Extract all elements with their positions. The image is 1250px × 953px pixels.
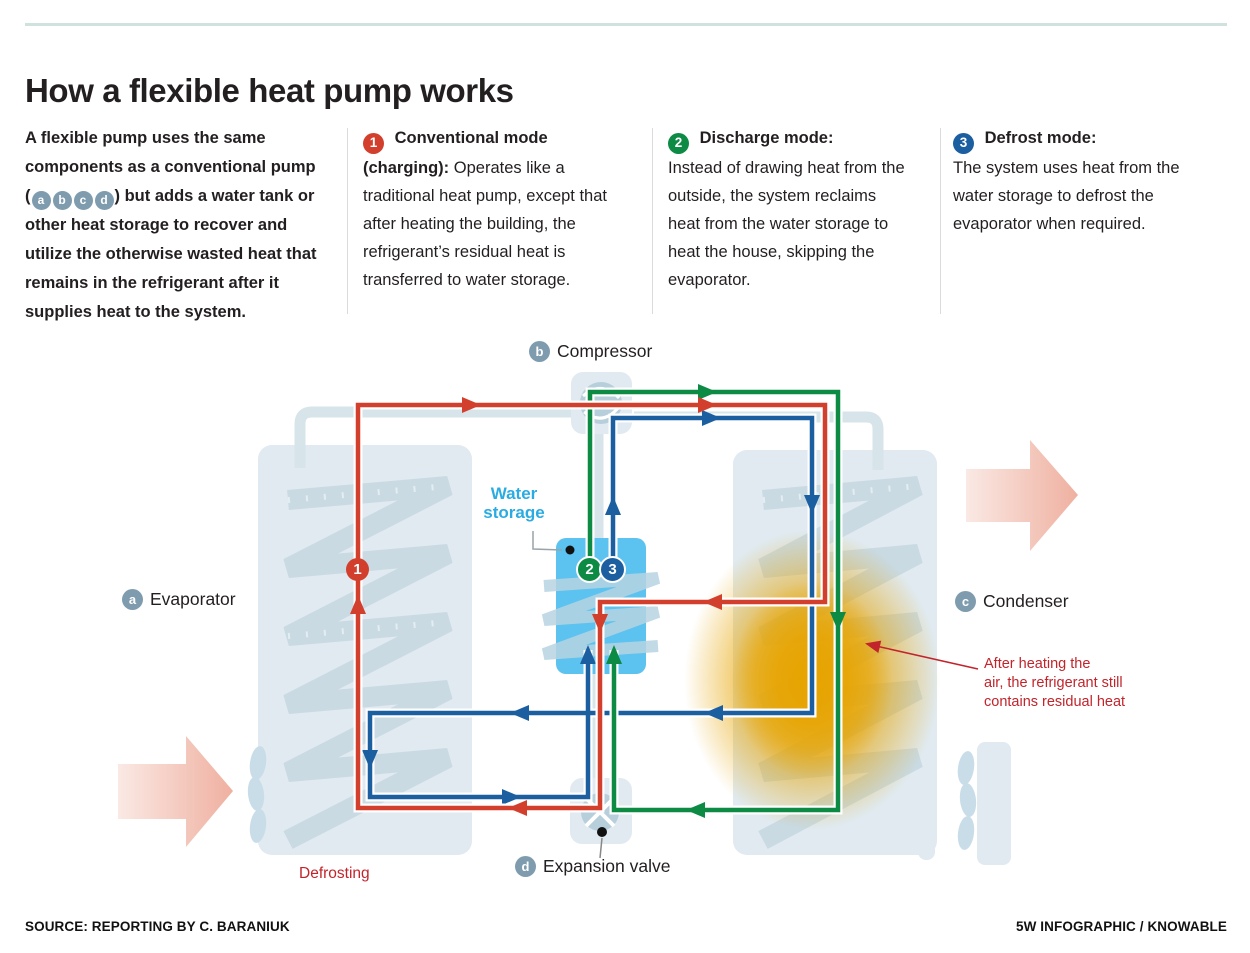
residual-note-line3: contains residual heat bbox=[984, 694, 1126, 710]
mode-1-lead: Conventional mode (charging): bbox=[363, 129, 548, 177]
water-storage-label-line1: Water bbox=[490, 484, 538, 503]
component-badge-d: d bbox=[95, 191, 114, 210]
air-in-arrow bbox=[118, 736, 233, 847]
condenser-outlet-duct bbox=[977, 742, 1011, 865]
mode-3-body: The system uses heat from the water storage to defrost the evaporator when required. bbox=[953, 158, 1180, 233]
water-storage-label-line2: storage bbox=[483, 503, 545, 522]
component-badge-d: d bbox=[515, 856, 536, 877]
loop-badge-2: 2 bbox=[576, 556, 603, 583]
mode-2-body: Instead of drawing heat from the outside, the system reclaims heat from the water storage to heat the house, skipping the evaporator. bbox=[668, 158, 905, 289]
mode-1-body: Operates like a traditional heat pump, except that after heating the building, the refrigerant’s residual heat is transferred to water storage. bbox=[363, 158, 607, 289]
condenser-label-text: Condenser bbox=[983, 591, 1069, 611]
expansion-valve-label bbox=[514, 856, 670, 877]
compressor-label-text: Compressor bbox=[557, 341, 653, 361]
component-badge-b: b bbox=[529, 341, 550, 362]
loop-badge-3: 3 bbox=[599, 556, 626, 583]
source-credit: SOURCE: REPORTING BY C. BARANIUK bbox=[25, 919, 290, 934]
compressor-label bbox=[528, 341, 652, 362]
component-badge-b: b bbox=[53, 191, 72, 210]
residual-note-line2: air, the refrigerant still bbox=[984, 675, 1123, 691]
component-badge-a: a bbox=[32, 191, 51, 210]
mode-3-badge: 3 bbox=[953, 133, 974, 154]
intro-text-part1: A flexible pump uses the same components as a conventional pump ( bbox=[25, 129, 316, 205]
condenser-label bbox=[954, 591, 1069, 612]
mode-2-badge: 2 bbox=[668, 133, 689, 154]
residual-note-line1: After heating the bbox=[984, 656, 1091, 672]
expansion-valve-label-text: Expansion valve bbox=[543, 856, 671, 876]
mode-1-badge: 1 bbox=[363, 133, 384, 154]
residual-heat-note bbox=[984, 655, 1125, 712]
component-badge-c: c bbox=[955, 591, 976, 612]
component-badge-c: c bbox=[74, 191, 93, 210]
heat-out-arrow bbox=[966, 440, 1078, 551]
evaporator-label bbox=[121, 589, 236, 610]
component-badge-a: a bbox=[122, 589, 143, 610]
infographic-credit: 5W INFOGRAPHIC / KNOWABLE bbox=[1016, 919, 1227, 934]
loop-badge-1: 1 bbox=[346, 558, 369, 581]
mode-3-lead: Defrost mode: bbox=[984, 129, 1097, 147]
evaporator-label-text: Evaporator bbox=[150, 589, 236, 609]
condenser-fan-icon bbox=[956, 750, 978, 851]
defrosting-label: Defrosting bbox=[299, 865, 370, 882]
intro-text-part2: ) but adds a water tank or other heat storage to recover and utilize the otherwise wasted heat that remains in the refrigerant after it supplies heat to the system. bbox=[25, 187, 317, 321]
page-title: How a flexible heat pump works bbox=[25, 72, 514, 110]
water-storage-label bbox=[468, 484, 560, 522]
mode-2-lead: Discharge mode: bbox=[699, 129, 834, 147]
